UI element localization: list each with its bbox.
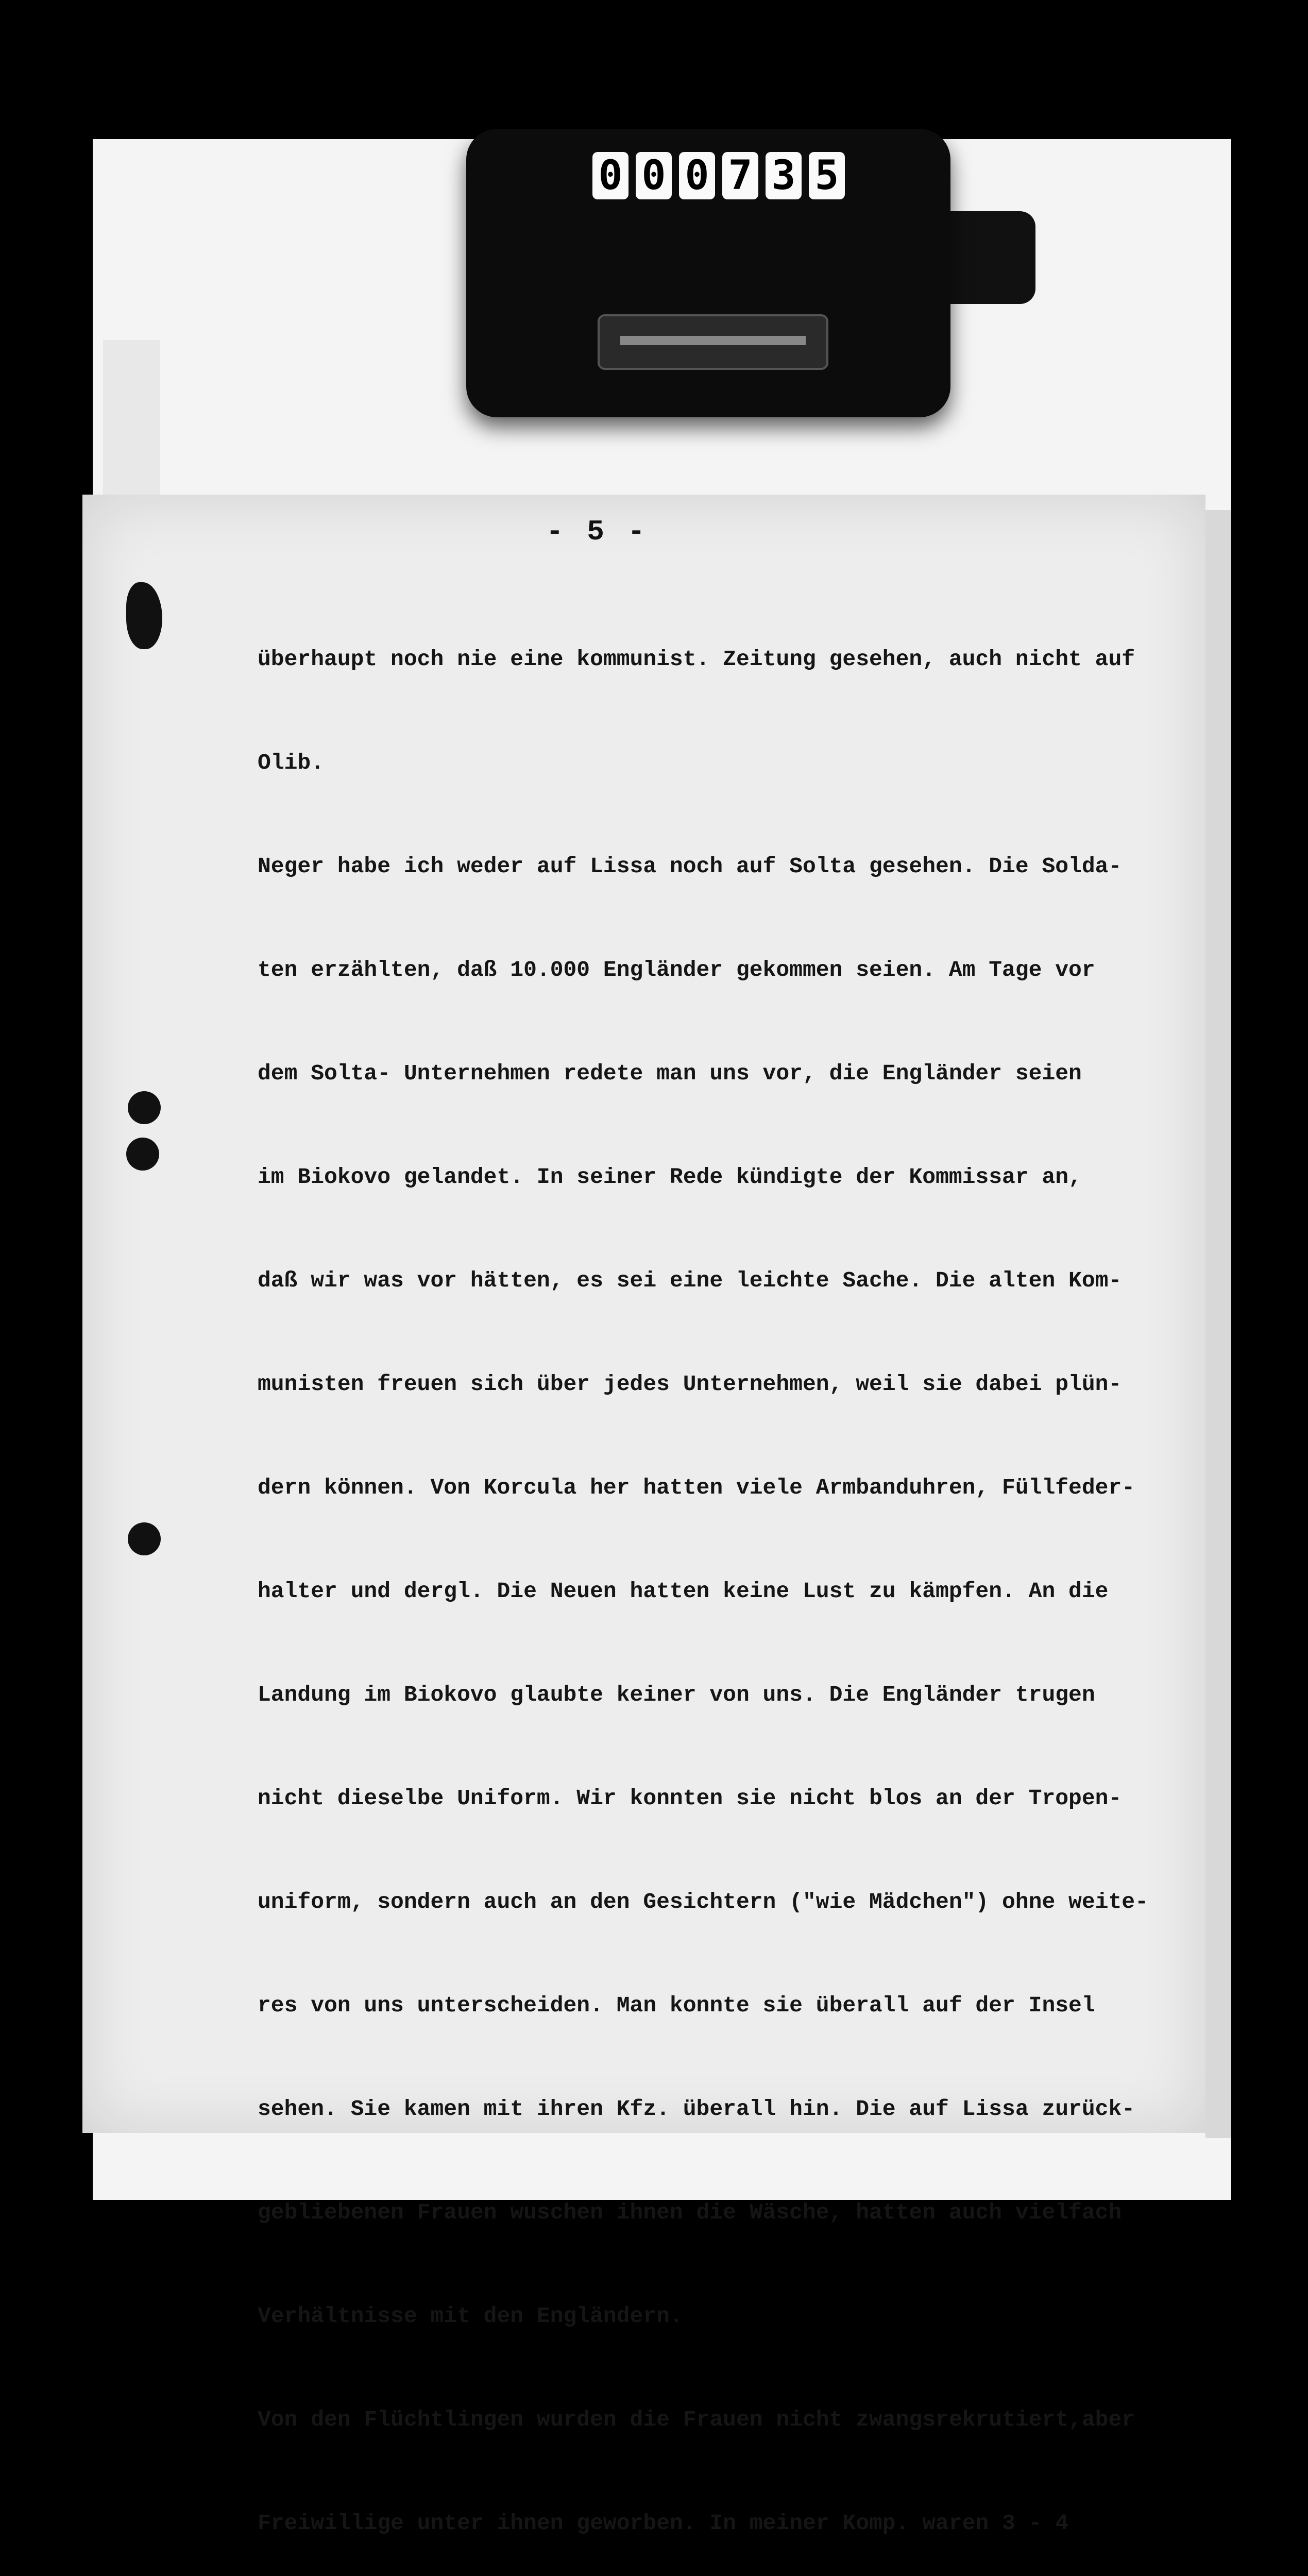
- punch-hole: [126, 1138, 159, 1171]
- counter-digit: 0: [679, 152, 715, 199]
- counter-slot: [598, 314, 828, 370]
- text-line: Verhältnisse mit den Engländern.: [258, 2303, 683, 2329]
- counter-digit: 7: [722, 152, 758, 199]
- back-sheet-edge: [103, 340, 160, 505]
- page-number: - 5 -: [546, 515, 649, 548]
- text-line: Olib.: [258, 750, 325, 775]
- punch-hole: [128, 1522, 161, 1555]
- punch-hole: [128, 1091, 161, 1124]
- frame-counter-digits: [592, 152, 845, 199]
- text-line: nicht dieselbe Uniform. Wir konnten sie nicht blos an der Tropen-: [258, 1786, 1122, 1811]
- text-line: Freiwillige unter ihnen geworben. In meiner Komp. waren 3 - 4: [258, 2511, 1069, 2536]
- text-line: Landung im Biokovo glaubte keiner von uns. Die Engländer trugen: [258, 1682, 1095, 1707]
- text-line: überhaupt noch nie eine kommunist. Zeitung gesehen, auch nicht auf: [258, 647, 1135, 672]
- text-line: munisten freuen sich über jedes Unternehmen, weil sie dabei plün-: [258, 1371, 1122, 1397]
- counter-slot-bar: [620, 336, 806, 345]
- counter-digit: 0: [592, 152, 628, 199]
- text-line: dern können. Von Korcula her hatten viele Armbanduhren, Füllfeder-: [258, 1475, 1135, 1500]
- counter-digit: 5: [809, 152, 845, 199]
- text-line: uniform, sondern auch an den Gesichtern ("wie Mädchen") ohne weite-: [258, 1889, 1148, 1914]
- text-line: ten erzählten, daß 10.000 Engländer gekommen seien. Am Tage vor: [258, 957, 1095, 982]
- text-line: gebliebenen Frauen wuschen ihnen die Wäsche, hatten auch vielfach: [258, 2200, 1122, 2225]
- text-line: daß wir was vor hätten, es sei eine leichte Sache. Die alten Kom-: [258, 1268, 1122, 1293]
- text-line: dem Solta- Unternehmen redete man uns vor, die Engländer seien: [258, 1061, 1082, 1086]
- text-line: halter und dergl. Die Neuen hatten keine Lust zu kämpfen. An die: [258, 1579, 1109, 1604]
- text-line: res von uns unterscheiden. Man konnte sie überall auf der Insel: [258, 1993, 1095, 2018]
- counter-digit: 3: [766, 152, 802, 199]
- text-line: sehen. Sie kamen mit ihren Kfz. überall hin. Die auf Lissa zurück-: [258, 2096, 1135, 2122]
- text-line: Von den Flüchtlingen wurden die Frauen nicht zwangsrekrutiert,aber: [258, 2407, 1135, 2432]
- text-line: Neger habe ich weder auf Lissa noch auf Solta gesehen. Die Solda-: [258, 854, 1122, 879]
- typed-body-text: [258, 573, 1216, 2576]
- text-line: im Biokovo gelandet. In seiner Rede kündigte der Kommissar an,: [258, 1164, 1082, 1190]
- counter-digit: 0: [636, 152, 672, 199]
